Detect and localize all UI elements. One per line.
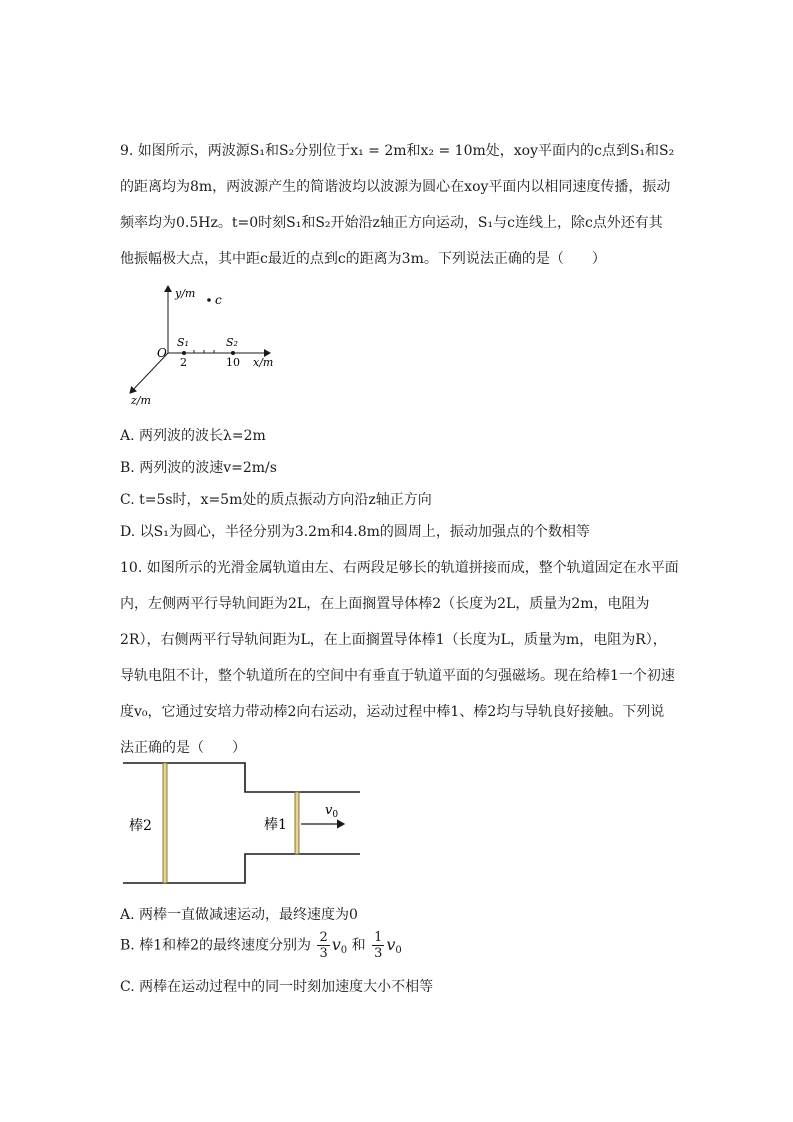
point-c (207, 298, 211, 302)
upper-rail (123, 763, 360, 792)
q9-line-3: 频率均为0.5Hz。t=0时刻S₁和S₂开始沿z轴正方向运动，S₁与c连线上，除c点外还有其 (120, 215, 663, 231)
y-axis-label: y/m (175, 287, 196, 300)
velocity-symbol: v (386, 934, 396, 954)
fraction-denominator: 3 (374, 946, 383, 961)
rod-1-label: 棒1 (264, 817, 287, 833)
q9-line-1: 9. 如图所示，两波源S₁和S₂分别位于x₁ = 2m和x₂ = 10m处，xoy平面内的c点到S₁和S₂ (120, 143, 675, 159)
q10-option-b-and: 和 (351, 937, 366, 954)
q9-axes-figure (120, 280, 290, 410)
q9-line-4: 他振幅极大点，其中距c最近的点到c的距离为3m。下列说法正确的是（ ） (120, 251, 606, 267)
q10-line-2: 内，左侧两平行导轨间距为2L，在上面搁置导体棒2（长度为2L，质量为2m，电阻为 (120, 596, 650, 612)
velocity-v0 (332, 935, 347, 954)
point-c-label: c (215, 293, 222, 307)
source-s1 (182, 351, 186, 355)
x-axis-label: x/m (253, 356, 274, 369)
velocity-symbol: v (325, 803, 333, 818)
fraction-one-third (372, 930, 384, 961)
rod-2-label: 棒2 (129, 818, 152, 834)
lower-rail (123, 854, 360, 883)
q10-rails-figure (120, 756, 365, 891)
rod-1 (295, 792, 299, 854)
z-axis-label: z/m (131, 394, 151, 407)
q10-option-a: A. 两棒一直做减速运动，最终速度为0 (120, 907, 358, 923)
s1-label: S₁ (177, 336, 189, 349)
fraction-numerator: 2 (319, 930, 328, 945)
velocity-label (325, 803, 338, 820)
rod-2 (163, 763, 167, 883)
q9-option-d: D. 以S₁为圆心，半径分别为3.2m和4.8m的圆周上，振动加强点的个数相等 (120, 524, 590, 540)
q10-line-1: 10. 如图所示的光滑金属轨道由左、右两段足够长的轨道拼接而成，整个轨道固定在水平面 (120, 560, 679, 576)
q9-line-2: 的距离均为8m，两波源产生的简谐波均以波源为圆心在xoy平面内以相同速度传播，振动 (120, 179, 671, 195)
q10-stem (120, 550, 680, 766)
q10-option-c: C. 两棒在运动过程中的同一时刻加速度大小不相等 (120, 979, 434, 995)
q9-option-a: A. 两列波的波长λ=2m (120, 428, 266, 444)
q10-line-4: 导轨电阻不计，整个轨道所在的空间中有垂直于轨道平面的匀强磁场。现在给棒1一个初速 (120, 668, 675, 684)
fraction-two-thirds (317, 930, 329, 961)
origin-label: O (157, 346, 167, 360)
q9-option-b: B. 两列波的波速v=2m/s (120, 460, 277, 476)
fraction-numerator: 1 (374, 930, 383, 945)
source-s2 (231, 351, 235, 355)
q10-line-5: 度v₀，它通过安培力带动棒2向右运动，运动过程中棒1、棒2均与导轨良好接触。下列说 (120, 704, 665, 720)
velocity-subscript: 0 (395, 944, 402, 956)
velocity-subscript: 0 (332, 810, 339, 820)
q10-option-b (120, 930, 402, 961)
q10-line-6: 法正确的是（ ） (120, 740, 246, 756)
q10-line-3: 2R），右侧两平行导轨间距为L，在上面搁置导体棒1（长度为L，质量为m，电阻为R）， (120, 632, 667, 648)
fraction-denominator: 3 (319, 946, 328, 961)
tick-10-label: 10 (226, 356, 240, 369)
tick-2-label: 2 (180, 356, 187, 369)
q9-option-c: C. t=5s时，x=5m处的质点振动方向沿z轴正方向 (120, 492, 432, 508)
velocity-subscript: 0 (340, 944, 348, 956)
q9-stem (120, 133, 680, 277)
velocity-v0 (386, 935, 401, 954)
q10-option-b-prefix: B. 棒1和棒2的最终速度分别为 (120, 937, 312, 954)
velocity-symbol: v (331, 934, 341, 954)
s2-label: S₂ (226, 336, 238, 349)
